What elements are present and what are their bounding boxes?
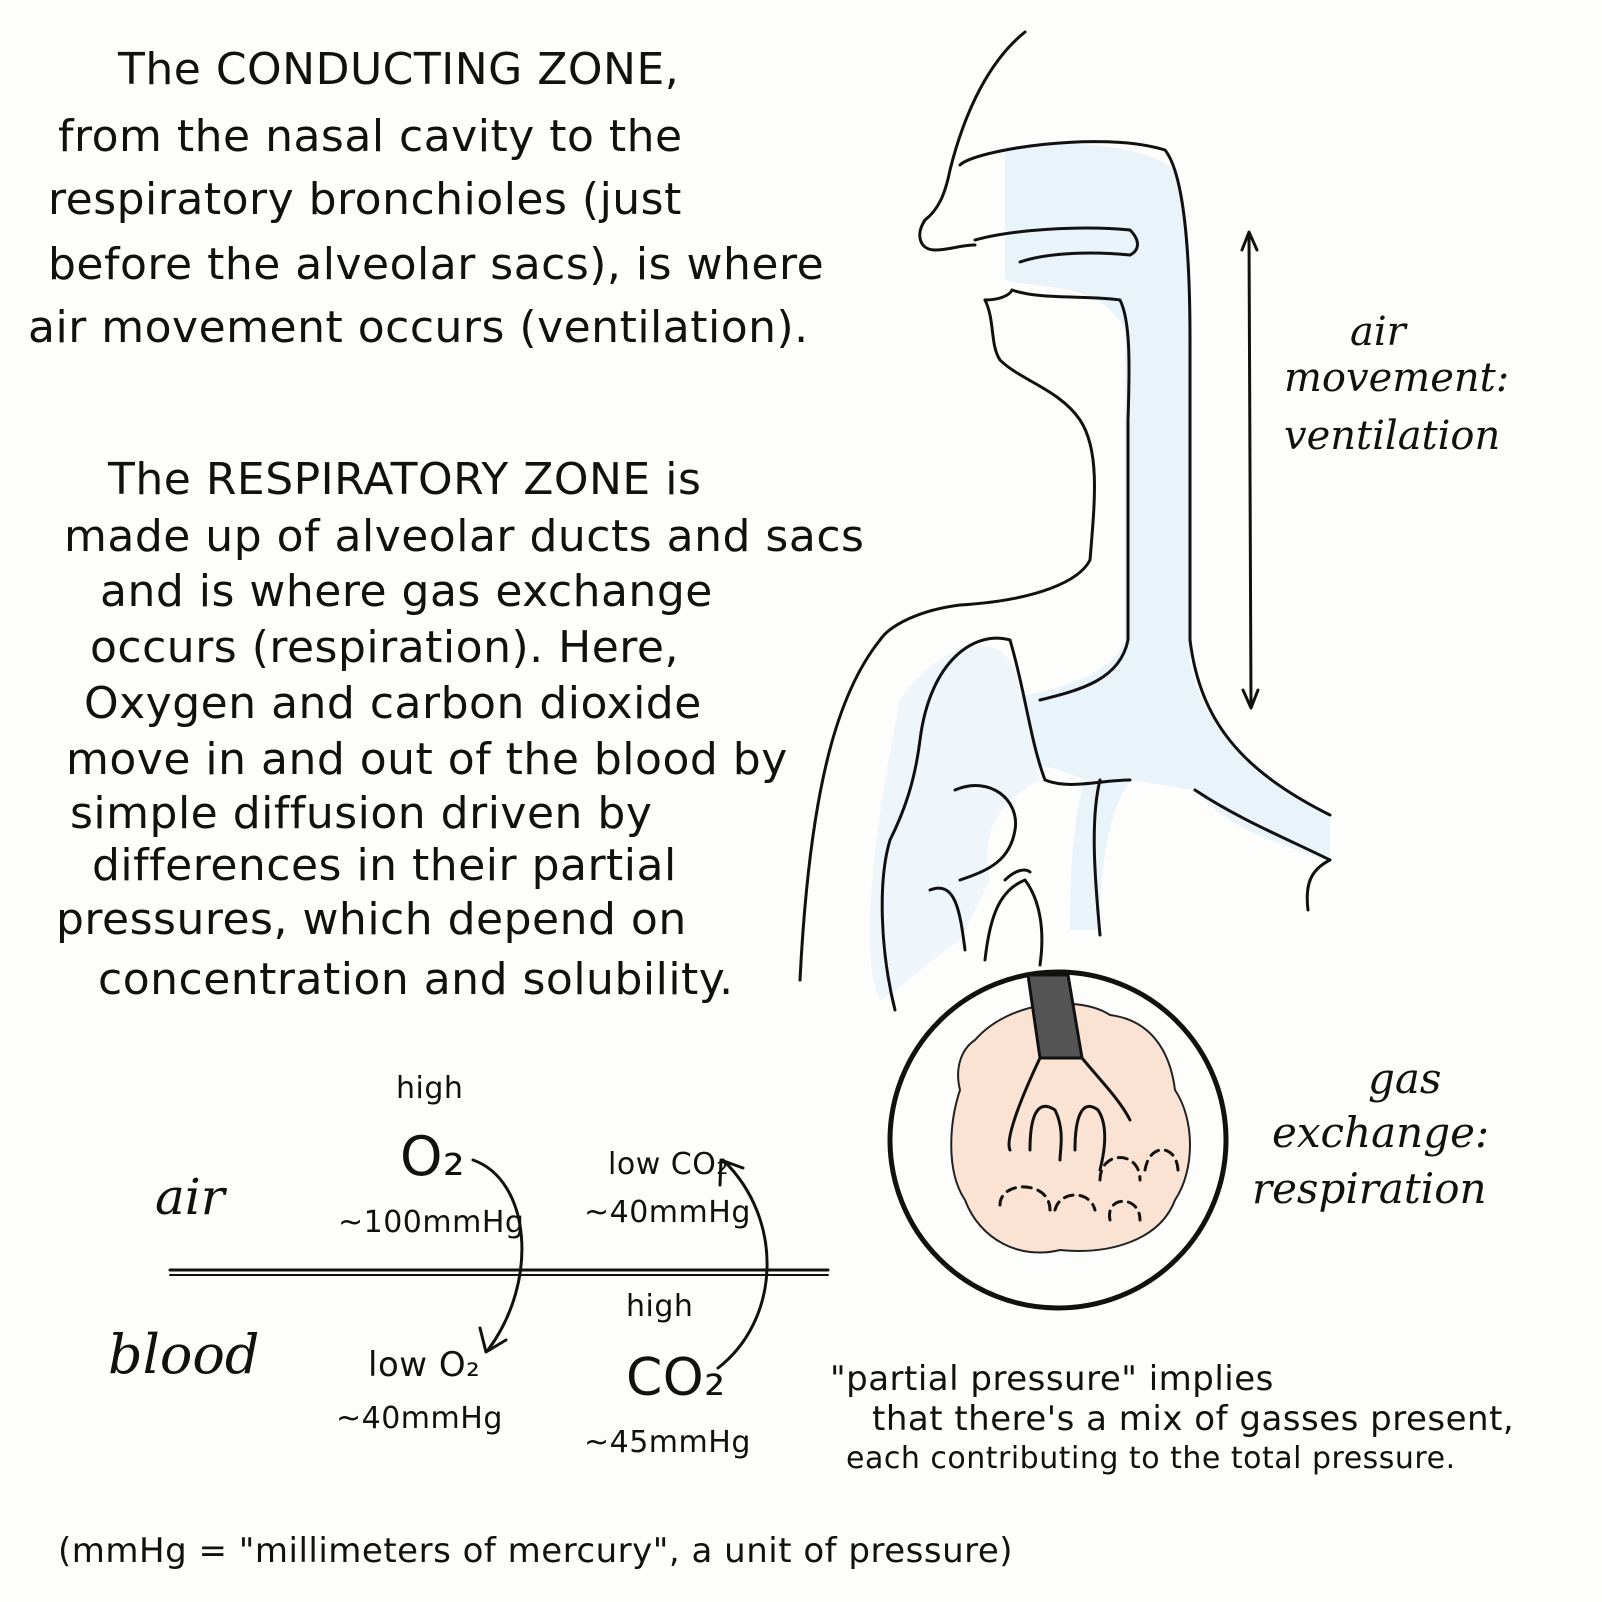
o2-arrow-head [480,1328,506,1352]
respiratory-line-7: simple diffusion driven by [70,788,653,839]
respiratory-line-3: and is where gas exchange [100,566,713,617]
o2-symbol: O₂ [400,1125,466,1188]
respiratory-line-6: move in and out of the blood by [66,734,788,785]
conducting-line-2: from the nasal cavity to the [58,111,683,162]
conducting-line-5: air movement occurs (ventilation). [28,302,809,353]
o2-diffusion-arrow [473,1160,522,1350]
co2-blood-pressure: ~45mmHg [584,1425,751,1460]
co2-air-label: low CO₂ [608,1147,729,1182]
tongue-line [1012,290,1129,700]
gas-exchange-label-line-3: respiration [1252,1164,1487,1213]
air-movement-label-line-3: ventilation [1284,413,1501,459]
shoulder-line [800,640,880,980]
conducting-line-3: respiratory bronchioles (just [48,174,682,225]
o2-high-word: high [396,1071,464,1106]
o2-air-pressure: ~100mmHg [338,1205,525,1240]
note-line-2: that there's a mix of gasses present, [872,1399,1515,1439]
co2-diffusion-arrow [718,1160,767,1368]
lobe-curve-3 [985,880,1042,965]
air-movement-label-line-1: air [1350,309,1406,355]
air-row-label: air [155,1168,225,1226]
face-profile-line [880,32,1094,640]
air-movement-label-line-2: movement: [1284,355,1510,401]
respiratory-line-10: concentration and solubility. [98,954,734,1005]
mmhg-footnote: (mmHg = "millimeters of mercury", a unit of pressure) [58,1531,1014,1571]
respiratory-line-2: made up of alveolar ducts and sacs [64,511,865,562]
o2-blood-label: low O₂ [368,1345,481,1385]
respiratory-line-4: occurs (respiration). Here, [90,622,679,673]
mouth-line [985,290,1012,300]
gas-exchange-label-line-1: gas [1368,1054,1442,1103]
conducting-line-1: The CONDUCTING ZONE, [118,44,680,95]
gas-exchange-label-line-2: exchange: [1272,1108,1490,1157]
respiratory-line-8: differences in their partial [92,840,677,891]
airway-fill [1005,144,1330,930]
respiratory-line-5: Oxygen and carbon dioxide [84,678,702,729]
note-line-1: "partial pressure" implies [830,1359,1274,1399]
ventilation-arrow-shaft [1249,233,1251,705]
o2-blood-pressure: ~40mmHg [336,1401,503,1436]
co2-symbol: CO₂ [626,1348,726,1408]
blood-row-label: blood [108,1323,260,1386]
conducting-line-4: before the alveolar sacs), is where [48,239,825,290]
respiratory-line-1: The RESPIRATORY ZONE is [108,454,702,505]
co2-high-word: high [626,1289,694,1324]
respiratory-line-9: pressures, which depend on [56,894,687,945]
note-line-3: each contributing to the total pressure. [846,1441,1456,1476]
lobe-curve-4 [1005,870,1030,880]
co2-air-pressure: ~40mmHg [584,1195,751,1230]
